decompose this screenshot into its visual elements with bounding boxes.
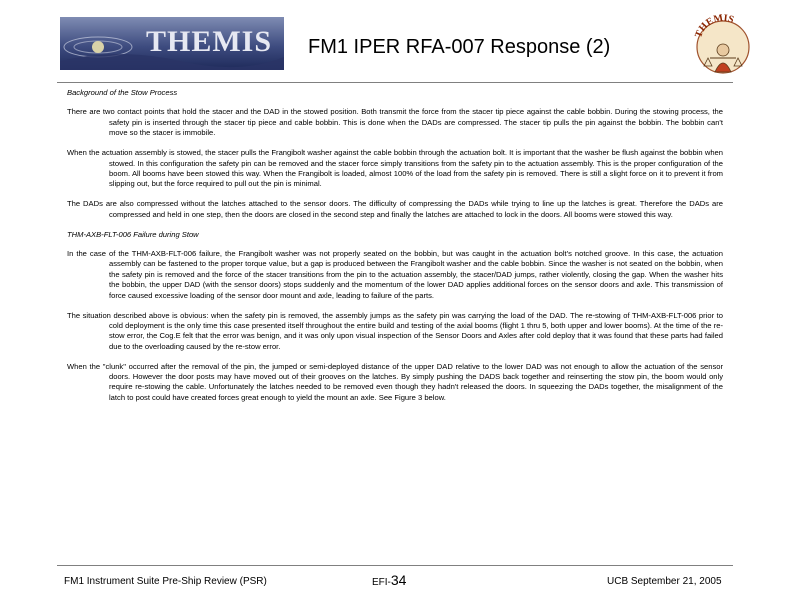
mascot-icon xyxy=(692,14,754,80)
themis-mascot-logo xyxy=(692,14,754,80)
paragraph: When the actuation assembly is stowed, the stacer pulls the Frangibolt washer against the cable bobbin through the actuation bolt. It is important that the washer be flush against the bobbin when stowed. In this configuration the safety pin can be removed and the stacer force simply transitions from the safety pin to the actuation assembly. This is the proper configuration of the boom. All booms have been stowed this way. When the Frangibolt is loaded, almost 100% of the load from the safety pin is removed. There is still a slight force on it to prevent it from slipping out, but the force required to pull out the pin is minimal. xyxy=(67,148,723,189)
paragraph: The DADs are also compressed without the latches attached to the sensor doors. The difficulty of compressing the DADs while trying to line up the latches is great. Therefore the DADs are compressed and held in one step, then the doors are closed in the second step and finally the latches are attached to lock in the doors. All booms were stowed this way. xyxy=(67,199,723,219)
mascot-text: THEMIS xyxy=(693,14,736,40)
page-prefix: EFI- xyxy=(372,577,391,588)
paragraph: There are two contact points that hold the stacer and the DAD in the stowed position. Both transmit the force from the stacer tip piece against the cable bobbin. During the stowing process, the safety pin is inserted through the stacer tip piece and cable bobbin. This is done when the DADs are compressed. The stacer tip pulls the pin against the bobbin. The bobbin can't move so the stacer is immobile. xyxy=(67,107,723,138)
footer-date: UCB September 21, 2005 xyxy=(607,576,722,587)
logo-text: THEMIS xyxy=(146,25,273,58)
page-title: FM1 IPER RFA-007 Response (2) xyxy=(308,36,611,58)
paragraph: When the "clunk" occurred after the removal of the pin, the jumped or semi-deployed distance of the upper DAD relative to the lower DAD was not enough to allow the actuation of the sensor doors. However the door posts may have moved out of their grooves on the latches. By simply pushing the DADS back together and reinserting the stow pin, the boom would only require re-stowing the cable. Unfortunately the latches needed to be removed even though they hadn't released the doors. In squeezing the DADs together, the misalignment of the latch to post could have created forces great enough to yield the mount an axle. See Figure 3 below. xyxy=(67,361,723,402)
body-content xyxy=(67,88,723,413)
section-heading-background: Background of the Stow Process xyxy=(67,88,178,97)
footer-review-name: FM1 Instrument Suite Pre-Ship Review (PSR) xyxy=(64,576,267,587)
footer-divider xyxy=(57,565,733,566)
page-number: 34 xyxy=(390,572,407,588)
header-divider xyxy=(57,82,733,83)
paragraph: The situation described above is obvious: when the safety pin is removed, the assembly jumps as the safety pin was carrying the load of the DAD. The re-stowing of THM-AXB-FLT-006 prior to cold deployment is the only time this case presented itself throughout the entire build and testing of the axial booms (flight 1 thru 5, both upper and lower booms). At the time of the re-stow error, the Cog.E felt that the error was benign, and it was only upon visual inspection of the Sensor Doors and Axles after cold deploy that it was found that these parts had failed due to the overloading caused by the re-stow error. xyxy=(67,310,723,351)
themis-logo xyxy=(60,17,284,70)
section-heading-failure: THM-AXB-FLT-006 Failure during Stow xyxy=(67,229,199,239)
footer-page-number xyxy=(372,572,406,588)
paragraph: In the case of the THM-AXB-FLT-006 failure, the Frangibolt washer was not properly seated on the bobbin, but was caught in the actuation bolt's notched groove. In this case, the actuation assembly can be fastened to the proper torque value, but a gap is produced between the Frangibolt washer and the cable bobbin. Since the washer is not seated on the bobbin, when the safety pin is removed and the force of the stacer transitions from the pin to the actuation assembly, the stacer/DAD jumps, rather violently, closing the gap. When the washer hits the bobbin, the upper DAD (with the sensor doors) stops suddenly and the momentum of the lower DAD applies additional forces on the sensor doors and axle. This transmission of force caused excessive loading of the sensor door mount and axle, leading to failure of the parts. xyxy=(67,248,723,300)
